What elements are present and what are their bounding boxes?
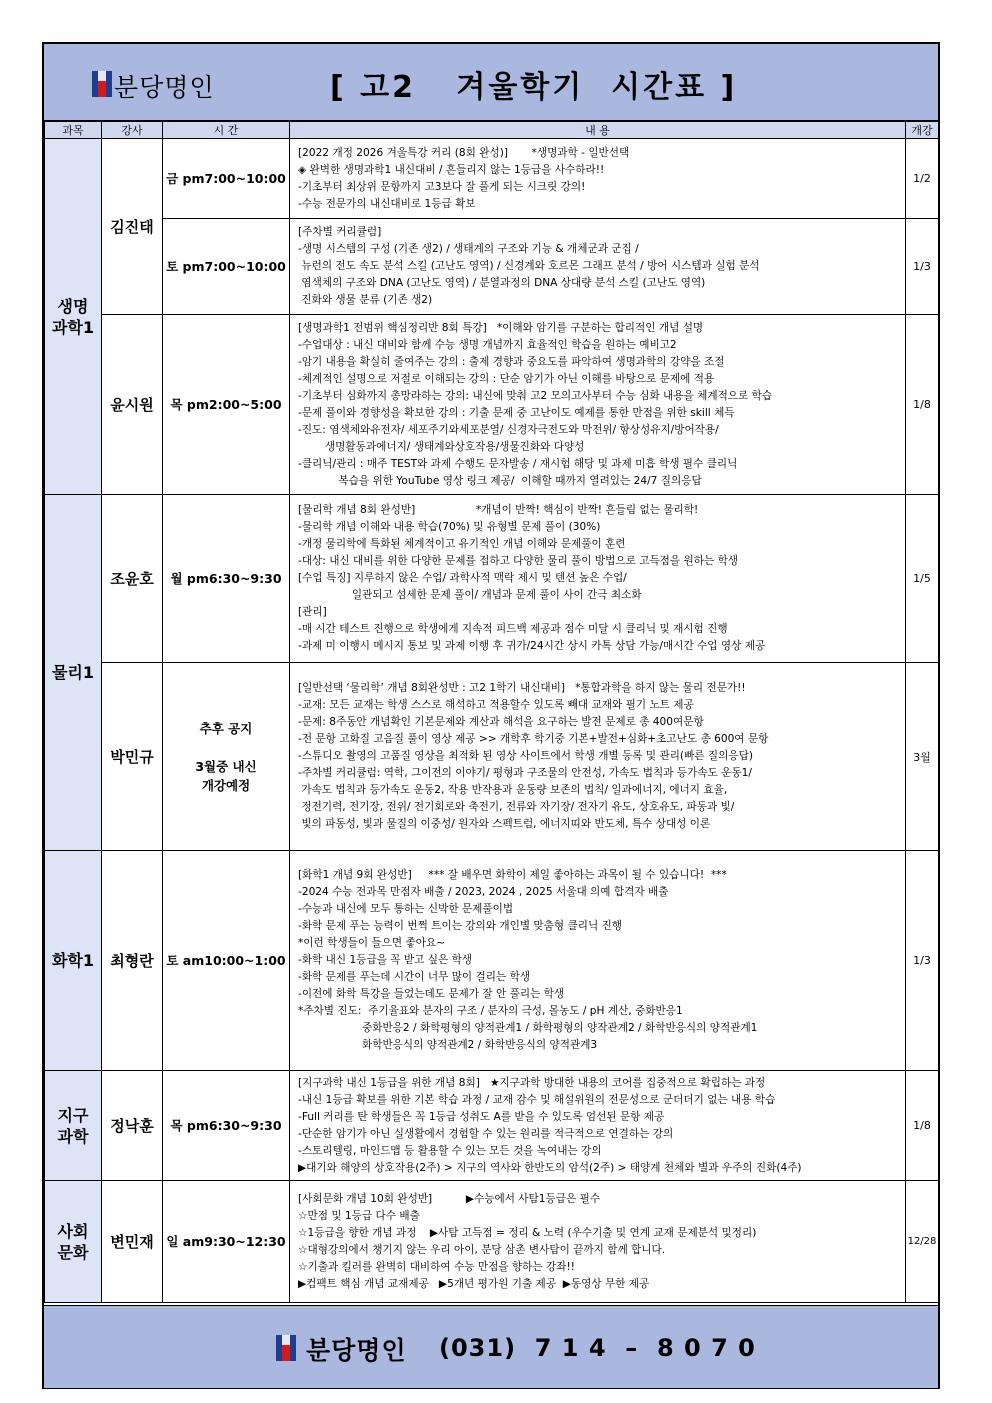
content-cell — [290, 219, 906, 315]
content-line: *이런 학생들이 들으면 좋아요~ — [298, 937, 446, 949]
col-teacher: 강사 — [102, 122, 163, 139]
col-time: 시 간 — [163, 122, 290, 139]
table-header-row — [45, 122, 939, 139]
content-line: -문제: 8주동안 개념확인 기본문제와 계산과 해석을 요구하는 발전 문제로 총 400여문항 — [298, 716, 704, 728]
content-cell — [290, 851, 906, 1071]
content-line: -화학 문제 푸는 능력이 번쩍 트이는 강의와 개인별 맞춤형 클리닉 진행 — [298, 920, 623, 932]
col-subject: 과목 — [45, 122, 102, 139]
content-line: ▶컴팩트 핵심 개념 교재제공 ▶5개년 평가원 기출 제공 ▶동영상 무한 제공 — [298, 1277, 650, 1290]
content-line: [물리학 개념 8회 완성반] *개념이 반짝! 핵심이 반짝! 흔들림 없는 물리학! — [298, 504, 699, 516]
content-line: -2024 수능 전과목 만점자 배출 / 2023, 2024 , 2025 서울대 의예 합격자 배출 — [298, 886, 669, 898]
content-line: 일관되고 섬세한 문제 풀이/ 개념과 문제 풀이 사이 간극 최소화 — [298, 589, 642, 601]
time-cell: 금 pm7:00~10:00 — [163, 139, 290, 219]
content-line: [일반선택 ‘물리학’ 개념 8회완성반 : 고2 1학기 내신대비] *통합과학을 하지 않는 물리 전문가!! — [298, 682, 746, 694]
content-line: -진도: 염색체와유전자/ 세포주기와세포분열/ 신경자극전도와 막전위/ 항상성유지/방어작용/ — [298, 423, 719, 436]
phone-number: (031) 7 1 4 – 8 0 7 0 — [439, 1334, 756, 1362]
start-date-cell: 1/8 — [906, 315, 939, 495]
content-cell — [290, 663, 906, 851]
content-line: ☆대형강의에서 챙기지 않는 우리 아이, 분당 삼촌 변사탐이 끝까지 함께 합니다. — [298, 1243, 666, 1256]
teacher-cell: 윤시원 — [102, 315, 163, 495]
content-line: -클리닉/관리 : 매주 TEST와 과제 수행도 문자발송 / 재시험 해당 및 과제 미흡 학생 필수 클리닉 — [298, 457, 738, 470]
content-line: -화학 문제를 푸는데 시간이 너무 많이 걸리는 학생 — [298, 971, 531, 983]
teacher-cell: 조윤호 — [102, 495, 163, 663]
time-cell: 목 pm2:00~5:00 — [163, 315, 290, 495]
start-date-cell: 1/2 — [906, 139, 939, 219]
content-line: -Full 커리를 탄 학생들은 꼭 1등급 성취도 A를 받을 수 있도록 엄선된 문항 제공 — [298, 1110, 665, 1123]
content-line: -수업대상 : 내신 대비와 함께 수능 생명 개념까지 효율적인 학습을 원하는 예비고2 — [298, 338, 677, 351]
teacher-cell: 박민규 — [102, 663, 163, 851]
content-line: 가속도 법칙과 등가속도 운동2, 작용 반작용과 운동량 보존의 법칙/ 일과에너지, 에너지 효율, — [298, 784, 728, 796]
content-line: -화학 내신 1등급을 꼭 받고 싶은 학생 — [298, 954, 473, 966]
content-line: 염색체의 구조와 DNA (고난도 영역) / 분열과정의 DNA 상대량 분석 스킬 (고난도 영역) — [298, 277, 706, 289]
subject-cell: 화학1 — [45, 851, 102, 1071]
content-line: -주차별 커리큘럼: 역학, 그이전의 이야기/ 평형과 구조물의 안전성, 가속도 법칙과 등가속도 운동1/ — [298, 767, 752, 779]
table-row — [45, 851, 939, 1071]
content-line: [주차별 커리큘럼] — [298, 226, 382, 238]
footer-brand-name: 분당명인 — [306, 1336, 407, 1365]
brand-logo-icon — [276, 1335, 296, 1361]
content-line: -과제 미 이행시 메시지 통보 및 과제 이행 후 귀가/24시간 상시 카톡 상담 가능/매시간 수업 영상 제공 — [298, 640, 766, 652]
content-line: -기초부터 최상위 문항까지 고3보다 잘 풀게 되는 시크릿 강의! — [298, 180, 586, 193]
teacher-cell: 최형란 — [102, 851, 163, 1071]
time-cell: 목 pm6:30~9:30 — [163, 1071, 290, 1181]
content-line: [2022 개정 2026 겨울특강 커리 (8회 완성)] *생명과학 - 일반선택 — [298, 146, 630, 159]
content-line: 생명활동과에너지/ 생태계와상호작용/생물진화와 다양성 — [298, 440, 585, 453]
subject-cell: 지구 과학 — [45, 1071, 102, 1181]
content-line: -스튜디오 촬영의 고품질 영상을 최적화 된 영상 사이트에서 학생 개별 등록 및 관리(빠른 질의응답) — [298, 750, 753, 762]
time-cell: 토 pm7:00~10:00 — [163, 219, 290, 315]
start-date-cell: 3월 — [906, 663, 939, 851]
content-cell — [290, 315, 906, 495]
content-line: -전 문항 고화질 고음질 풀이 영상 제공 >> 개학후 학기중 기본+발전+심화+초고난도 총 600여 문항 — [298, 733, 769, 745]
table-row — [45, 1071, 939, 1181]
content-line: -수능 전문가의 내신대비로 1등급 확보 — [298, 197, 476, 210]
content-line: [화학1 개념 9회 완성반] *** 잘 배우면 화학이 제일 좋아하는 과목이 될 수 있습니다! *** — [298, 869, 727, 881]
header-banner — [44, 44, 938, 121]
content-line: -수능과 내신에 모두 통하는 신박한 문제풀이법 — [298, 903, 514, 915]
content-line: -기초부터 심화까지 총망라하는 강의: 내신에 맞춰 고2 모의고사부터 수능 심화 내용을 체계적으로 학습 — [298, 389, 773, 402]
start-date-cell: 1/8 — [906, 1071, 939, 1181]
teacher-cell: 김진태 — [102, 139, 163, 315]
content-line: -스토리텔링, 마인드맵 등 활용할 수 있는 모든 것을 녹여내는 강의 — [298, 1144, 602, 1157]
subject-cell: 생명 과학1 — [45, 139, 102, 495]
content-line: -단순한 암기가 아닌 실생활에서 경험할 수 있는 원리를 적극적으로 연결하는 강의 — [298, 1127, 674, 1140]
table-row — [45, 315, 939, 495]
content-line: -대상: 내신 대비를 위한 다양한 문제를 접하고 다양한 물리 풀이 방법으로 고득점을 원하는 학생 — [298, 555, 739, 567]
content-line: 복습을 위한 YouTube 영상 링크 제공/ 이해할 때까지 열려있는 24/7 질의응답 — [298, 474, 702, 487]
content-line: -개정 물리학에 특화된 체계적이고 유기적인 개념 이해와 문제풀이 훈련 — [298, 538, 626, 550]
content-line: -내신 1등급 확보를 위한 기본 학습 과정 / 교재 감수 및 해설위원의 전문성으로 군더더기 없는 내용 학습 — [298, 1093, 776, 1106]
content-line: -물리학 개념 이해와 내용 학습(70%) 및 유형별 문제 풀이 (30%) — [298, 521, 601, 533]
content-line: -매 시간 테스트 진행으로 학생에게 지속적 피드백 제공과 점수 미달 시 클리닉 및 재시험 진행 — [298, 623, 728, 635]
content-line: 중화반응2 / 화학평형의 양적관계1 / 화학평형의 양작관계2 / 화학반응식의 양적관계1 — [298, 1022, 758, 1034]
content-line: ☆기출과 킬러를 완벽히 대비하여 수능 만점을 향하는 강좌!! — [298, 1260, 575, 1273]
content-line: 정전기력, 전기장, 전위/ 전기회로와 축전기, 전류와 자기장/ 전자기 유도, 상호유도, 파동과 빛/ — [298, 801, 735, 813]
content-line: 진화와 생물 분류 (기존 생2) — [298, 294, 433, 306]
start-date-cell: 12/28 — [906, 1181, 939, 1303]
table-row — [45, 1181, 939, 1303]
content-line: [관리] — [298, 606, 327, 618]
content-line: -체계적인 설명으로 저절로 이해되는 강의 : 단순 암기가 아닌 이해를 바탕으로 문제에 적용 — [298, 372, 715, 385]
teacher-cell: 변민재 — [102, 1181, 163, 1303]
content-line: [지구과학 내신 1등급을 위한 개념 8회] ★지구과학 방대한 내용의 코어를 집중적으로 확립하는 과정 — [298, 1076, 766, 1089]
subject-cell: 사회 문화 — [45, 1181, 102, 1303]
content-line: -이전에 화학 특강을 들었는데도 문제가 잘 안 풀리는 학생 — [298, 988, 565, 1000]
start-date-cell: 1/5 — [906, 495, 939, 663]
content-line: ☆1등급을 향한 개념 과정 ▶사탐 고득점 = 정리 & 노력 (우수기출 및 연계 교재 문제분석 및정리) — [298, 1226, 757, 1239]
col-start: 개강 — [906, 122, 939, 139]
content-line: ◈ 완벽한 생명과학1 내신대비 / 흔들리지 않는 1등급을 사수하라!! — [298, 163, 605, 176]
time-cell: 월 pm6:30~9:30 — [163, 495, 290, 663]
content-line: [생명과학1 전범위 핵심정리반 8회 특강] *이해와 암기를 구분하는 합리적인 개념 설명 — [298, 321, 704, 334]
col-content: 내 용 — [290, 122, 906, 139]
content-line: ☆만점 및 1등급 다수 배출 — [298, 1209, 420, 1222]
subject-cell: 물리1 — [45, 495, 102, 851]
time-cell: 일 am9:30~12:30 — [163, 1181, 290, 1303]
content-cell — [290, 1181, 906, 1303]
table-row — [45, 663, 939, 851]
time-cell: 토 am10:00~1:00 — [163, 851, 290, 1071]
start-date-cell: 1/3 — [906, 851, 939, 1071]
table-row — [45, 139, 939, 219]
brand-name: 분당명인 — [114, 73, 215, 102]
page-title: [ 고2 겨울학기 시간표 ] — [330, 70, 738, 105]
timetable-page — [42, 42, 940, 1389]
content-line: [수업 특징] 지루하지 않은 수업/ 과학사적 맥락 제시 및 텐션 높은 수업/ — [298, 572, 627, 584]
teacher-cell: 정낙훈 — [102, 1071, 163, 1181]
content-line: 화학반응식의 양적관계2 / 화학반응식의 양적관계3 — [298, 1039, 598, 1051]
content-cell — [290, 139, 906, 219]
table-row — [45, 219, 939, 315]
content-line: 빛의 파동성, 빛과 물질의 이중성/ 원자와 스펙트럼, 에너지띠와 반도체, 특수 상대성 이론 — [298, 818, 711, 830]
content-cell — [290, 495, 906, 663]
footer-banner — [44, 1305, 938, 1388]
time-cell: 추후 공지 3월중 내신 개강예정 — [163, 663, 290, 851]
content-line: -암기 내용을 확실히 줄여주는 강의 : 출제 경향과 중요도를 파악하여 생명과학의 강약을 조절 — [298, 355, 725, 368]
brand-logo-icon — [92, 71, 112, 97]
table-row — [45, 495, 939, 663]
content-line: -생명 시스템의 구성 (기존 생2) / 생태계의 구조와 기능 & 개체군과 군집 / — [298, 243, 639, 255]
schedule-table — [44, 121, 939, 1303]
start-date-cell: 1/3 — [906, 219, 939, 315]
content-line: *주차별 진도: 주기율표와 분자의 구조 / 분자의 극성, 몰농도 / pH 계산, 중화반응1 — [298, 1005, 683, 1017]
content-line: -교재: 모든 교재는 학생 스스로 해석하고 적용할수 있도록 빼대 교재와 필기 노트 제공 — [298, 699, 694, 711]
content-line: 뉴런의 전도 속도 분석 스킬 (고난도 영역) / 신경계와 호르몬 그래프 분석 / 방어 시스템과 실험 분석 — [298, 260, 760, 272]
content-line: [사회문화 개념 10회 완성반] ▶수능에서 사탐1등급은 필수 — [298, 1192, 601, 1205]
content-cell — [290, 1071, 906, 1181]
content-line: -문제 풀이와 경향성을 확보한 강의 : 기출 문제 중 고난이도 예제를 통한 만점을 위한 skill 체득 — [298, 406, 735, 419]
content-line: ▶대기와 해양의 상호작용(2주) > 지구의 역사와 한반도의 암석(2주) > 태양계 천체와 별과 우주의 진화(4주) — [298, 1161, 802, 1174]
